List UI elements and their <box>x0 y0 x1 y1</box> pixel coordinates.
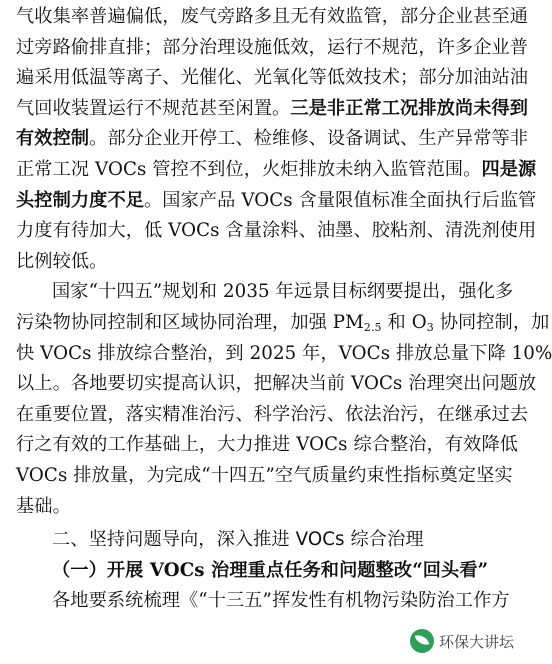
text-line <box>16 339 552 369</box>
text-segment: 力度有待加大，低 VOCs 含量涂料、油墨、胶粘剂、清洗剂使用 <box>16 220 537 242</box>
bold-text: 头控制力度不足 <box>16 189 145 211</box>
text-line <box>16 186 537 216</box>
text-segment: 。部分企业开停工、检维修、设备调试、生产异常等非 <box>89 128 529 150</box>
text-line <box>52 556 514 586</box>
text-line <box>16 124 529 154</box>
text-segment: VOCs 排放量，为完成“十四五”空气质量约束性指标奠定坚实 <box>16 465 513 486</box>
text-segment: 比例较低。 <box>16 250 108 272</box>
text-line <box>16 308 550 338</box>
text-segment: 气收集率普遍偏低，废气旁路多且无有效监管，部分企业甚至通 <box>16 6 529 27</box>
text-segment: 协同控制，加 <box>433 312 550 333</box>
bold-text: （一）开展 VOCs 治理重点任务和问题整改“回头看” <box>52 559 489 581</box>
text-segment: 国家“十四五”规划和 2035 年远景目标纲要提出，强化多 <box>52 281 514 303</box>
text-segment: 各地要系统梳理《“十三五”挥发性有机物污染防治工作方 <box>52 590 510 612</box>
text-line <box>16 492 514 522</box>
text-segment: 污染物协同控制和区域协同治理，加强 PM <box>16 312 364 333</box>
text-segment: 正常工况 VOCs 管控不到位，火炬排放未纳入监管范围。 <box>16 159 482 180</box>
text-line <box>16 461 514 491</box>
text-line <box>16 369 537 399</box>
bold-text: 四是源 <box>481 159 537 180</box>
text-segment: 二、坚持问题导向，深入推进 VOCs 综合治理 <box>52 529 424 551</box>
subscript-text: 2.5 <box>363 321 382 334</box>
bold-text: 三是非正常工况排放尚未得到 <box>290 97 529 119</box>
text-segment: 。国家产品 VOCs 含量限值标准全面执行后监管 <box>144 189 537 211</box>
text-line <box>16 247 514 277</box>
text-line <box>16 430 519 460</box>
subscript-text: 3 <box>426 321 434 334</box>
text-segment: 气回收装置运行不规范甚至闲置。 <box>16 97 291 119</box>
text-line <box>52 525 514 555</box>
text-line <box>52 586 514 616</box>
watermark-text: 环保大讲坛 <box>438 632 514 651</box>
text-line <box>16 216 537 246</box>
text-segment: 过旁路偷排直排；部分治理设施低效，运行不规范，许多企业普 <box>16 36 529 58</box>
text-segment: 以上。各地要切实提高认识，把解决当前 VOCs 治理突出问题放 <box>16 373 537 395</box>
text-segment: 快 VOCs 排放综合整治，到 2025 年，VOCs 排放总量下降 10% <box>16 342 552 364</box>
text-line <box>16 400 529 430</box>
watermark <box>406 624 522 658</box>
text-segment: 遍采用低温等离子、光催化、光氧化等低效技术；部分加油站油 <box>16 67 529 89</box>
text-line <box>16 33 529 63</box>
text-segment: 行之有效的工作基础上，大力推进 VOCs 综合整治，有效降低 <box>16 434 519 456</box>
text-segment: 和 O <box>381 312 427 333</box>
leaf-logo-icon <box>410 629 434 653</box>
text-line <box>52 277 514 307</box>
text-segment: 在重要位置，落实精准治污、科学治污、依法治污，在继承过去 <box>16 403 529 425</box>
text-line <box>16 155 537 185</box>
text-line <box>16 2 529 32</box>
text-line <box>16 63 529 93</box>
text-line <box>16 94 529 124</box>
bold-text: 有效控制 <box>16 128 90 150</box>
text-segment: 基础。 <box>16 495 71 517</box>
